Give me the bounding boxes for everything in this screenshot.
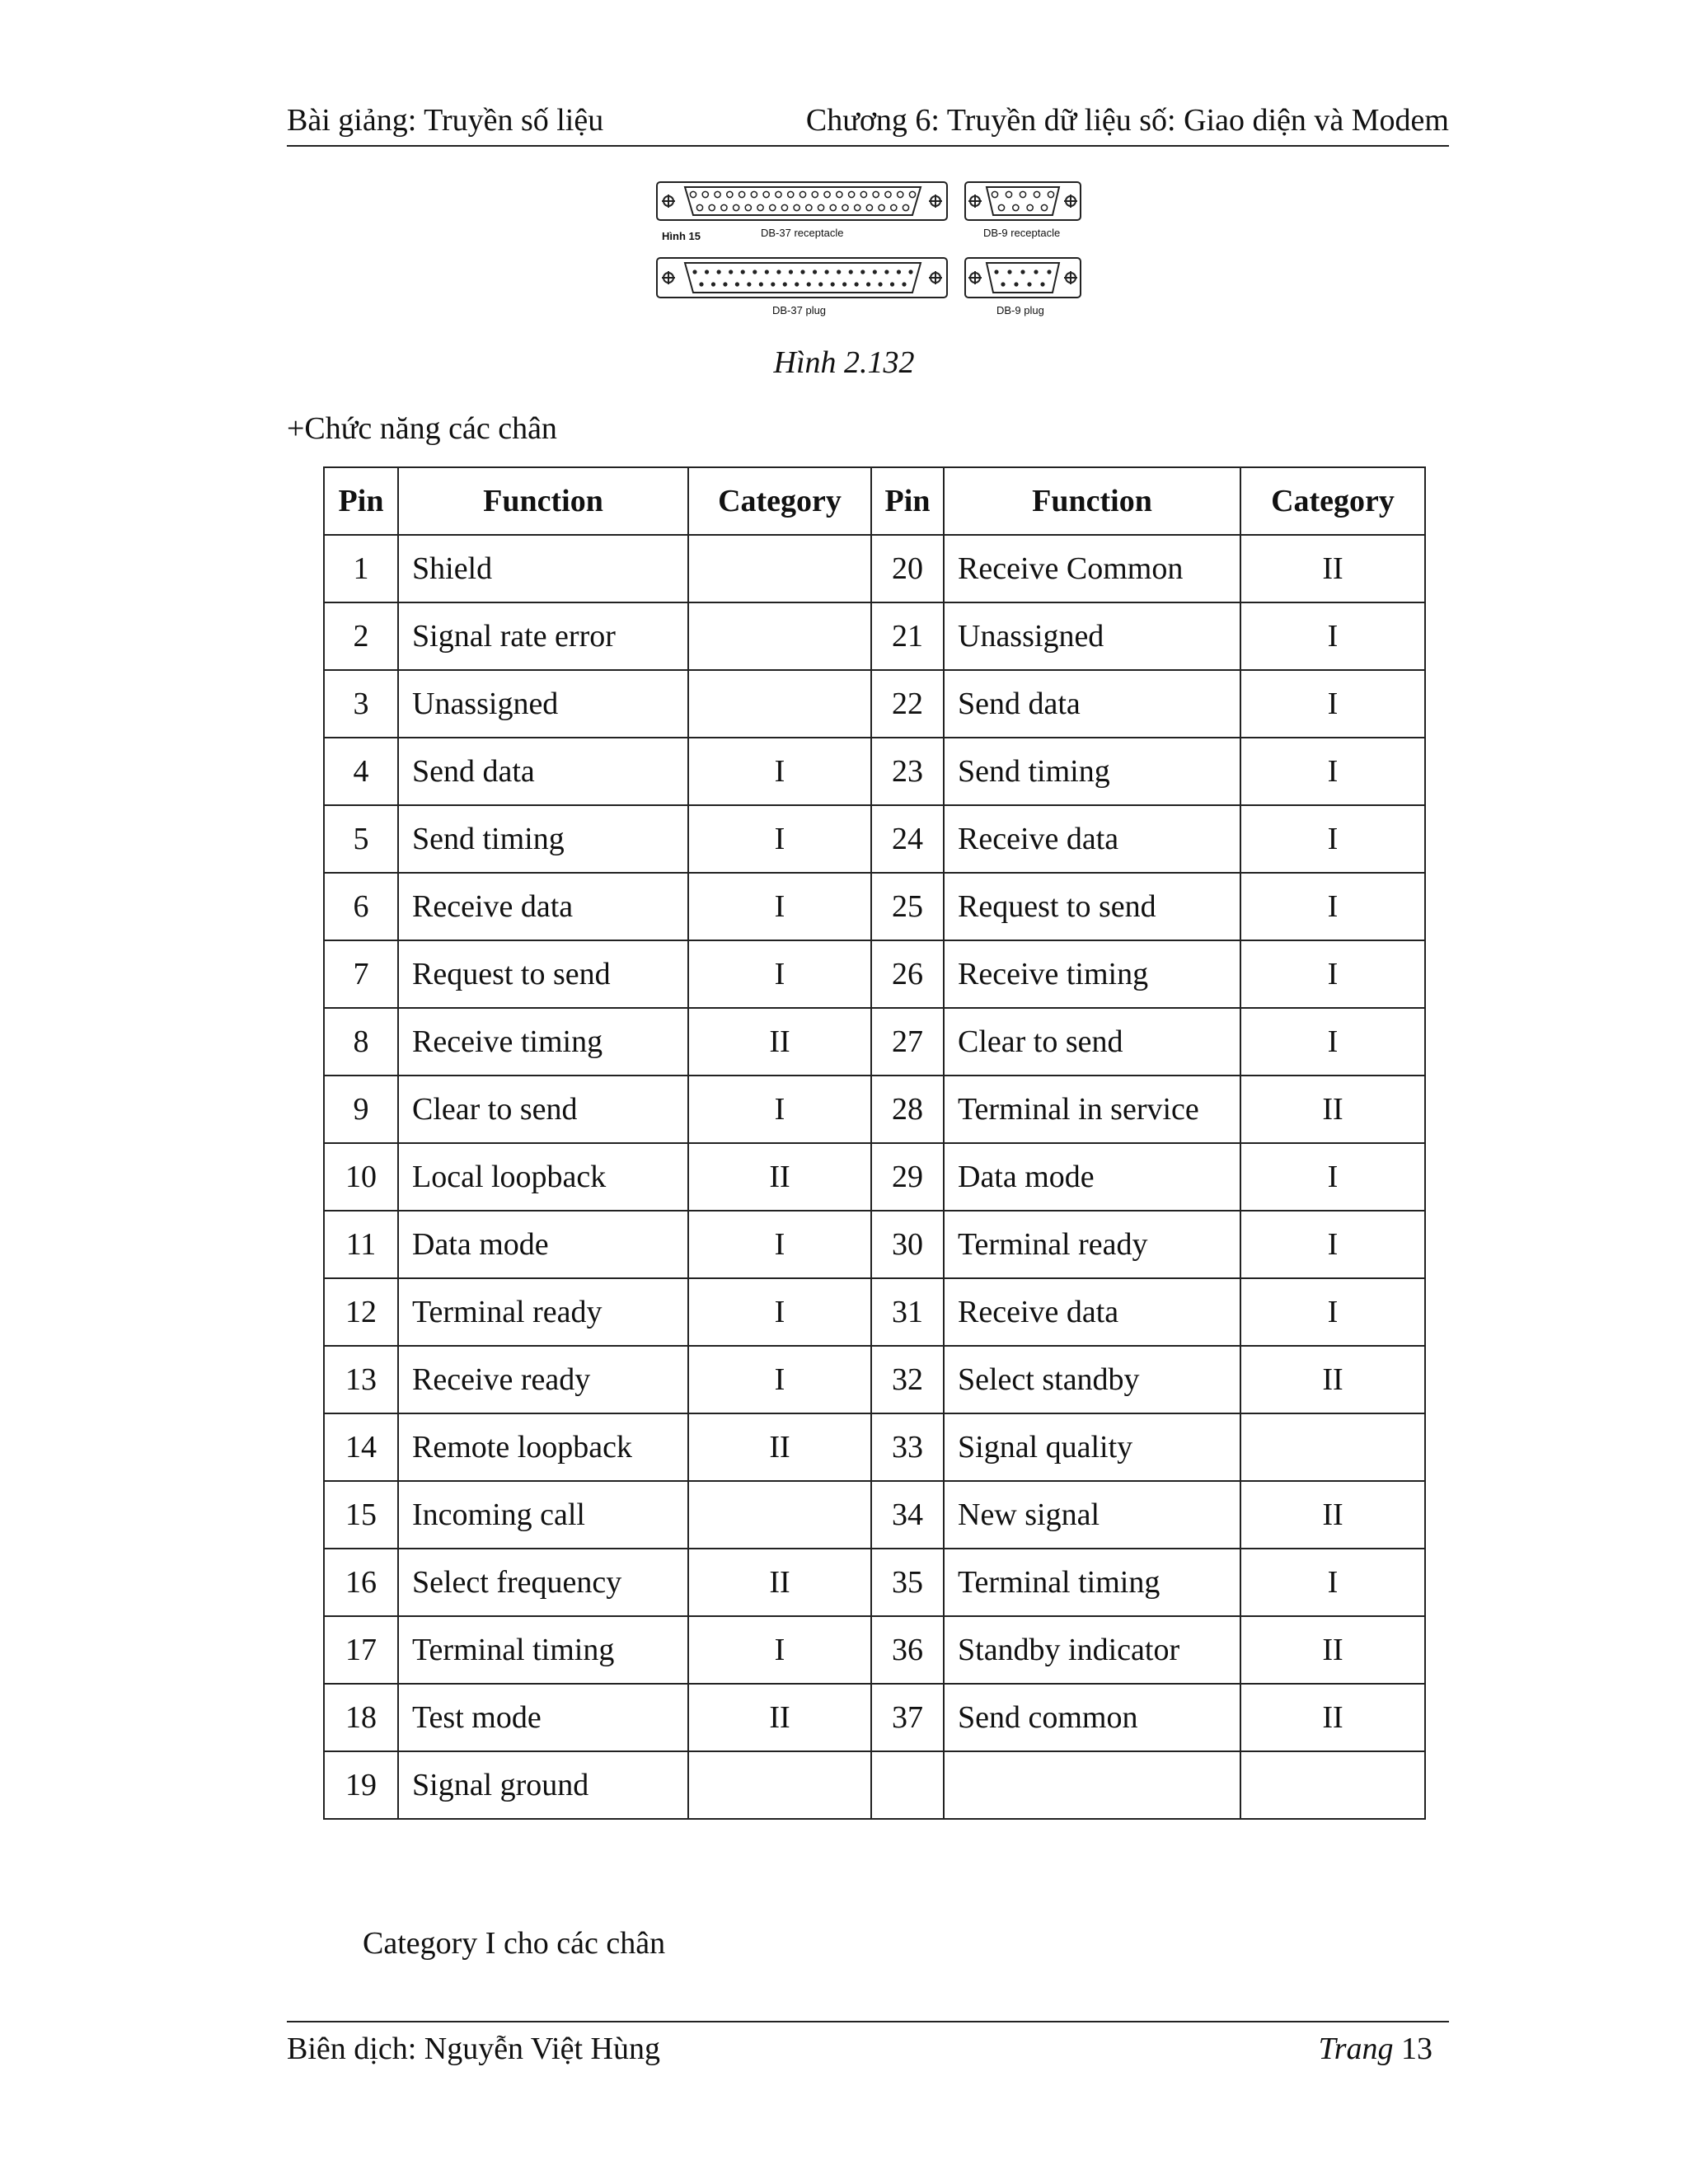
category-cell: I [1240,1008,1425,1076]
table-row [324,1143,1425,1211]
connector-pin [842,204,848,210]
pin-cell: 2 [324,602,398,670]
function-cell: Clear to send [944,1008,1240,1076]
connector-pin [727,191,733,197]
table-row [324,805,1425,873]
connector-pin [909,191,915,197]
category-cell: II [688,1684,871,1751]
function-cell: Select frequency [398,1549,688,1616]
category-cell [1240,1751,1425,1819]
table-row [324,1616,1425,1684]
category-cell: I [1240,1211,1425,1278]
category-cell [1240,1413,1425,1481]
function-cell [944,1751,1240,1819]
connector-pin [891,204,897,210]
category-cell: I [688,738,871,805]
category-cell: I [1240,602,1425,670]
pin-cell [871,1751,944,1819]
table-row [324,1008,1425,1076]
connector-pin [771,282,775,286]
category-cell: I [1240,1143,1425,1211]
connector-pin [866,204,872,210]
function-cell: Select standby [944,1346,1240,1413]
category-cell: I [1240,873,1425,940]
function-cell: Request to send [944,873,1240,940]
connector-pin [765,269,769,274]
connector-pin [741,269,745,274]
table-row [324,1413,1425,1481]
function-cell: Receive timing [944,940,1240,1008]
header-category-right: Category [1240,467,1425,535]
category-cell: I [688,1076,871,1143]
pin-cell: 23 [871,738,944,805]
function-cell: Receive timing [398,1008,688,1076]
connector-pin [1048,191,1053,197]
header-category-left: Category [688,467,871,535]
pin-cell: 8 [324,1008,398,1076]
label-db37-receptacle: DB-37 receptacle [761,227,844,239]
pin-cell: 22 [871,670,944,738]
connector-pin [824,191,830,197]
connector-pin [1034,269,1038,274]
category-cell: II [688,1008,871,1076]
pin-cell: 5 [324,805,398,873]
category-cell: I [688,1346,871,1413]
function-cell: Send timing [944,738,1240,805]
category-cell: II [1240,1346,1425,1413]
pin-cell: 25 [871,873,944,940]
connector-pin [747,282,751,286]
function-cell: Unassigned [398,670,688,738]
category-cell: I [1240,738,1425,805]
table-row [324,1076,1425,1143]
category-cell: II [1240,1684,1425,1751]
pin-cell: 7 [324,940,398,1008]
function-cell: Request to send [398,940,688,1008]
category-cell: II [688,1549,871,1616]
section-title: +Chức năng các chân [287,411,557,446]
connector-pin [1001,282,1005,286]
function-cell: Signal ground [398,1751,688,1819]
page-footer [287,2021,1449,2072]
connector-pin [788,191,794,197]
table-row [324,602,1425,670]
connector-pin [739,191,745,197]
table-row [324,1211,1425,1278]
category-cell [688,535,871,602]
connector-pin [878,282,882,286]
function-cell: Send common [944,1684,1240,1751]
connector-pin [884,269,889,274]
table-row [324,940,1425,1008]
pin-cell: 20 [871,535,944,602]
table-row [324,873,1425,940]
connector-pin [860,269,865,274]
pin-cell: 29 [871,1143,944,1211]
label-db9-receptacle: DB-9 receptacle [983,227,1061,239]
connector-pin [751,191,757,197]
connector-pin [709,204,715,210]
table-row [324,535,1425,602]
connector-pin [794,204,799,210]
connector-pin [885,191,891,197]
category-cell: I [688,873,871,940]
function-cell: Terminal timing [398,1616,688,1684]
connector-pin [866,282,870,286]
function-cell: Receive data [398,873,688,940]
category-cell [688,602,871,670]
connector-pin [813,269,817,274]
category-cell: II [1240,1076,1425,1143]
connector-pin [818,282,823,286]
pin-cell: 12 [324,1278,398,1346]
pin-cell: 21 [871,602,944,670]
connector-pin [860,191,866,197]
header-function-left: Function [398,467,688,535]
pin-cell: 9 [324,1076,398,1143]
pin-cell: 14 [324,1413,398,1481]
connector-pin [831,282,835,286]
connector-pin [1013,204,1019,210]
table-row [324,1684,1425,1751]
connector-pin [898,191,903,197]
pin-cell: 24 [871,805,944,873]
connector-pin [721,204,727,210]
function-cell: Terminal ready [398,1278,688,1346]
connector-pin [696,204,702,210]
header-pin-right: Pin [871,467,944,535]
function-cell: Terminal ready [944,1211,1240,1278]
header-course-title: Bài giảng: Truyền số liệu [287,103,604,138]
connector-pin [830,204,836,210]
connector-pin [781,204,787,210]
pin-function-table [323,466,1426,1820]
category-note: Category I cho các chân [363,1926,666,1961]
pin-cell: 28 [871,1076,944,1143]
table-row [324,1751,1425,1819]
db37-receptacle-drawing [657,182,947,220]
connector-pin [812,191,818,197]
connector-pin [692,269,696,274]
connector-pin [757,204,763,210]
pin-cell: 32 [871,1346,944,1413]
function-cell: Send data [398,738,688,805]
category-cell [688,1481,871,1549]
function-cell: Receive data [944,1278,1240,1346]
connector-pin [908,269,912,274]
function-cell: New signal [944,1481,1240,1549]
pin-cell: 19 [324,1751,398,1819]
category-cell: I [688,805,871,873]
connector-pin [849,269,853,274]
footer-translator: Biên dịch: Nguyễn Việt Hùng [287,2032,660,2066]
pin-cell: 11 [324,1211,398,1278]
connector-pin [855,282,859,286]
connector-pin [994,269,998,274]
pin-cell: 26 [871,940,944,1008]
function-cell: Remote loopback [398,1413,688,1481]
pin-cell: 36 [871,1616,944,1684]
page-header [287,99,1449,147]
function-cell: Clear to send [398,1076,688,1143]
category-cell [688,1751,871,1819]
connector-pin [1041,204,1047,210]
category-cell: II [688,1413,871,1481]
category-cell: I [688,1616,871,1684]
pin-cell: 3 [324,670,398,738]
connector-pin [818,204,823,210]
function-cell: Receive Common [944,535,1240,602]
pin-cell: 6 [324,873,398,940]
connector-pin [770,204,776,210]
header-function-right: Function [944,467,1240,535]
pin-cell: 15 [324,1481,398,1549]
table-row [324,1278,1425,1346]
label-db37-plug: DB-37 plug [772,304,827,316]
connector-pin [735,282,739,286]
category-cell: II [688,1143,871,1211]
table-row [324,1481,1425,1549]
pin-cell: 27 [871,1008,944,1076]
figure-caption: Hình 2.132 [773,345,915,380]
page-number: 13 [1401,2032,1432,2066]
function-cell: Data mode [944,1143,1240,1211]
connector-pin [799,191,805,197]
function-cell: Signal quality [944,1413,1240,1481]
table-row [324,738,1425,805]
function-cell: Terminal timing [944,1549,1240,1616]
category-cell: I [1240,670,1425,738]
connector-pin [1020,269,1025,274]
pin-cell: 1 [324,535,398,602]
connector-pin [776,269,781,274]
page-word: Trang [1318,2032,1394,2066]
db9-receptacle-drawing [965,182,1081,220]
connector-pin [789,269,793,274]
pin-cell: 4 [324,738,398,805]
page-number-label [1319,2031,1432,2067]
pin-cell: 18 [324,1684,398,1751]
connector-pin [745,204,751,210]
function-cell: Receive data [944,805,1240,873]
connector-pin [763,191,769,197]
label-db9-plug: DB-9 plug [996,304,1044,316]
figure-tag: Hình 15 [662,230,701,242]
function-cell: Shield [398,535,688,602]
connector-pin [1006,191,1011,197]
connector-pin [690,191,696,197]
connector-figure [655,177,1100,327]
table-row [324,670,1425,738]
header-pin-left: Pin [324,467,398,535]
connector-pin [837,269,841,274]
pin-cell: 33 [871,1413,944,1481]
connector-pin [705,269,709,274]
connector-pin [806,204,812,210]
function-cell: Send timing [398,805,688,873]
connector-pin [837,191,842,197]
connector-pin [849,191,855,197]
category-cell: I [688,940,871,1008]
connector-pin [890,282,894,286]
connector-pin [992,191,997,197]
connector-pin [717,269,721,274]
table-row [324,1549,1425,1616]
pin-cell: 34 [871,1481,944,1549]
connector-pin [702,191,708,197]
connector-pin [873,269,877,274]
connector-pin [715,191,720,197]
category-cell: I [1240,940,1425,1008]
connector-pin [734,204,739,210]
table-row [324,1346,1425,1413]
connector-pin [753,269,757,274]
connector-pin [800,269,804,274]
connector-pin [1020,191,1025,197]
connector-pin [783,282,787,286]
pin-cell: 31 [871,1278,944,1346]
connector-pin [1027,204,1033,210]
pin-cell: 10 [324,1143,398,1211]
connector-pin [1040,282,1044,286]
category-cell: II [1240,1616,1425,1684]
connector-pin [855,204,860,210]
category-cell: I [688,1211,871,1278]
category-cell: II [1240,535,1425,602]
connector-pin [1047,269,1051,274]
pin-cell: 30 [871,1211,944,1278]
function-cell: Test mode [398,1684,688,1751]
connector-pin [795,282,799,286]
category-cell: I [1240,805,1425,873]
connector-pin [903,204,908,210]
category-cell: I [688,1278,871,1346]
pin-cell: 37 [871,1684,944,1751]
function-cell: Incoming call [398,1481,688,1549]
db37-plug-drawing [657,258,947,298]
category-cell: I [1240,1278,1425,1346]
header-chapter-title: Chương 6: Truyền dữ liệu số: Giao diện và Modem [805,103,1449,138]
category-cell [688,670,871,738]
category-cell: I [1240,1549,1425,1616]
connector-pin [807,282,811,286]
table-header-row [324,467,1425,535]
function-cell: Send data [944,670,1240,738]
function-cell: Data mode [398,1211,688,1278]
function-cell: Unassigned [944,602,1240,670]
pin-cell: 35 [871,1549,944,1616]
connector-pin [723,282,727,286]
pin-cell: 16 [324,1549,398,1616]
connector-pin [998,204,1004,210]
connector-pin [1007,269,1011,274]
connector-pin [879,204,884,210]
connector-pin [825,269,829,274]
function-cell: Local loopback [398,1143,688,1211]
connector-pin [776,191,781,197]
function-cell: Signal rate error [398,602,688,670]
connector-pin [759,282,763,286]
function-cell: Terminal in service [944,1076,1240,1143]
connector-pin [1027,282,1031,286]
function-cell: Standby indicator [944,1616,1240,1684]
category-cell: II [1240,1481,1425,1549]
connector-pin [873,191,879,197]
function-cell: Receive ready [398,1346,688,1413]
db9-plug-drawing [965,258,1081,298]
connector-pin [902,282,906,286]
connector-pin [897,269,901,274]
connector-pin [842,282,846,286]
connector-pin [1034,191,1039,197]
connector-pin [729,269,733,274]
connector-pin [711,282,715,286]
connector-pin [699,282,703,286]
connector-pin [1014,282,1018,286]
pin-cell: 13 [324,1346,398,1413]
pin-cell: 17 [324,1616,398,1684]
